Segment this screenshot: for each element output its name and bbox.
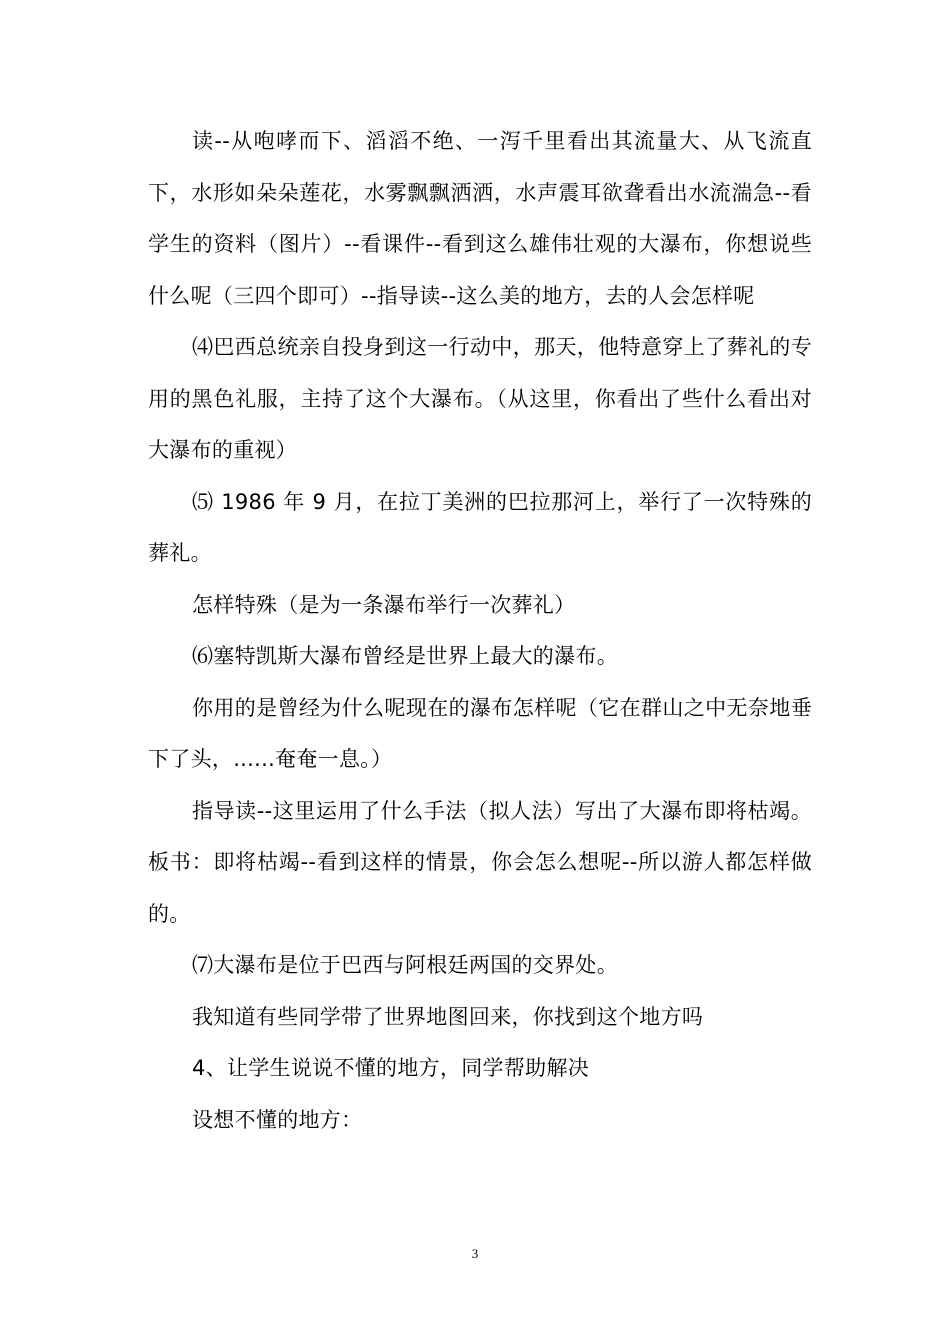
- paragraph-reading-guide: 读--从咆哮而下、滔滔不绝、一泻千里看出其流量大、从飞流直下，水形如朵朵莲花，水雾飘飘洒洒，水声震耳欲聋看出水流湍急--看学生的资料（图片）--看课件--看到这么雄伟壮观的大瀑布，你想说些什么呢（三四个即可）--指导读--这么美的地方，去的人会怎样呢: [148, 129, 812, 308]
- paragraph-once-question: 你用的是曾经为什么呢现在的瀑布怎样呢（它在群山之中无奈地垂下了头，......奄奄一息。）: [148, 695, 812, 771]
- paragraph-1986-funeral: ⑸ 1986 年 9 月，在拉丁美洲的巴拉那河上，举行了一次特殊的葬礼。: [148, 489, 812, 565]
- paragraph-border-location: ⑺大瀑布是位于巴西与阿根廷两国的交界处。: [192, 953, 618, 977]
- body-text: [148, 116, 812, 1146]
- paragraph-difficult-points: 设想不懂的地方：: [192, 1107, 363, 1132]
- paragraph-world-map: 我知道有些同学带了世界地图回来，你找到这个地方吗: [192, 1004, 704, 1029]
- paragraph-special-question: 怎样特殊（是为一条瀑布举行一次葬礼）: [192, 592, 576, 617]
- paragraph-step-4: 4、让学生说说不懂的地方，同学帮助解决: [192, 1056, 590, 1080]
- paragraph-personification: 指导读--这里运用了什么手法（拟人法）写出了大瀑布即将枯竭。板书：即将枯竭--看到这样的情景，你会怎么想呢--所以游人都怎样做的。: [148, 798, 812, 926]
- paragraph-largest-waterfall: ⑹塞特凯斯大瀑布曾经是世界上最大的瀑布。: [192, 644, 618, 668]
- page-number: 3: [471, 1246, 479, 1261]
- paragraph-president-funeral: ⑷巴西总统亲自投身到这一行动中，那天，他特意穿上了葬礼的专用的黑色礼服，主持了这个大瀑布。（从这里，你看出了些什么看出对大瀑布的重视）: [148, 335, 812, 462]
